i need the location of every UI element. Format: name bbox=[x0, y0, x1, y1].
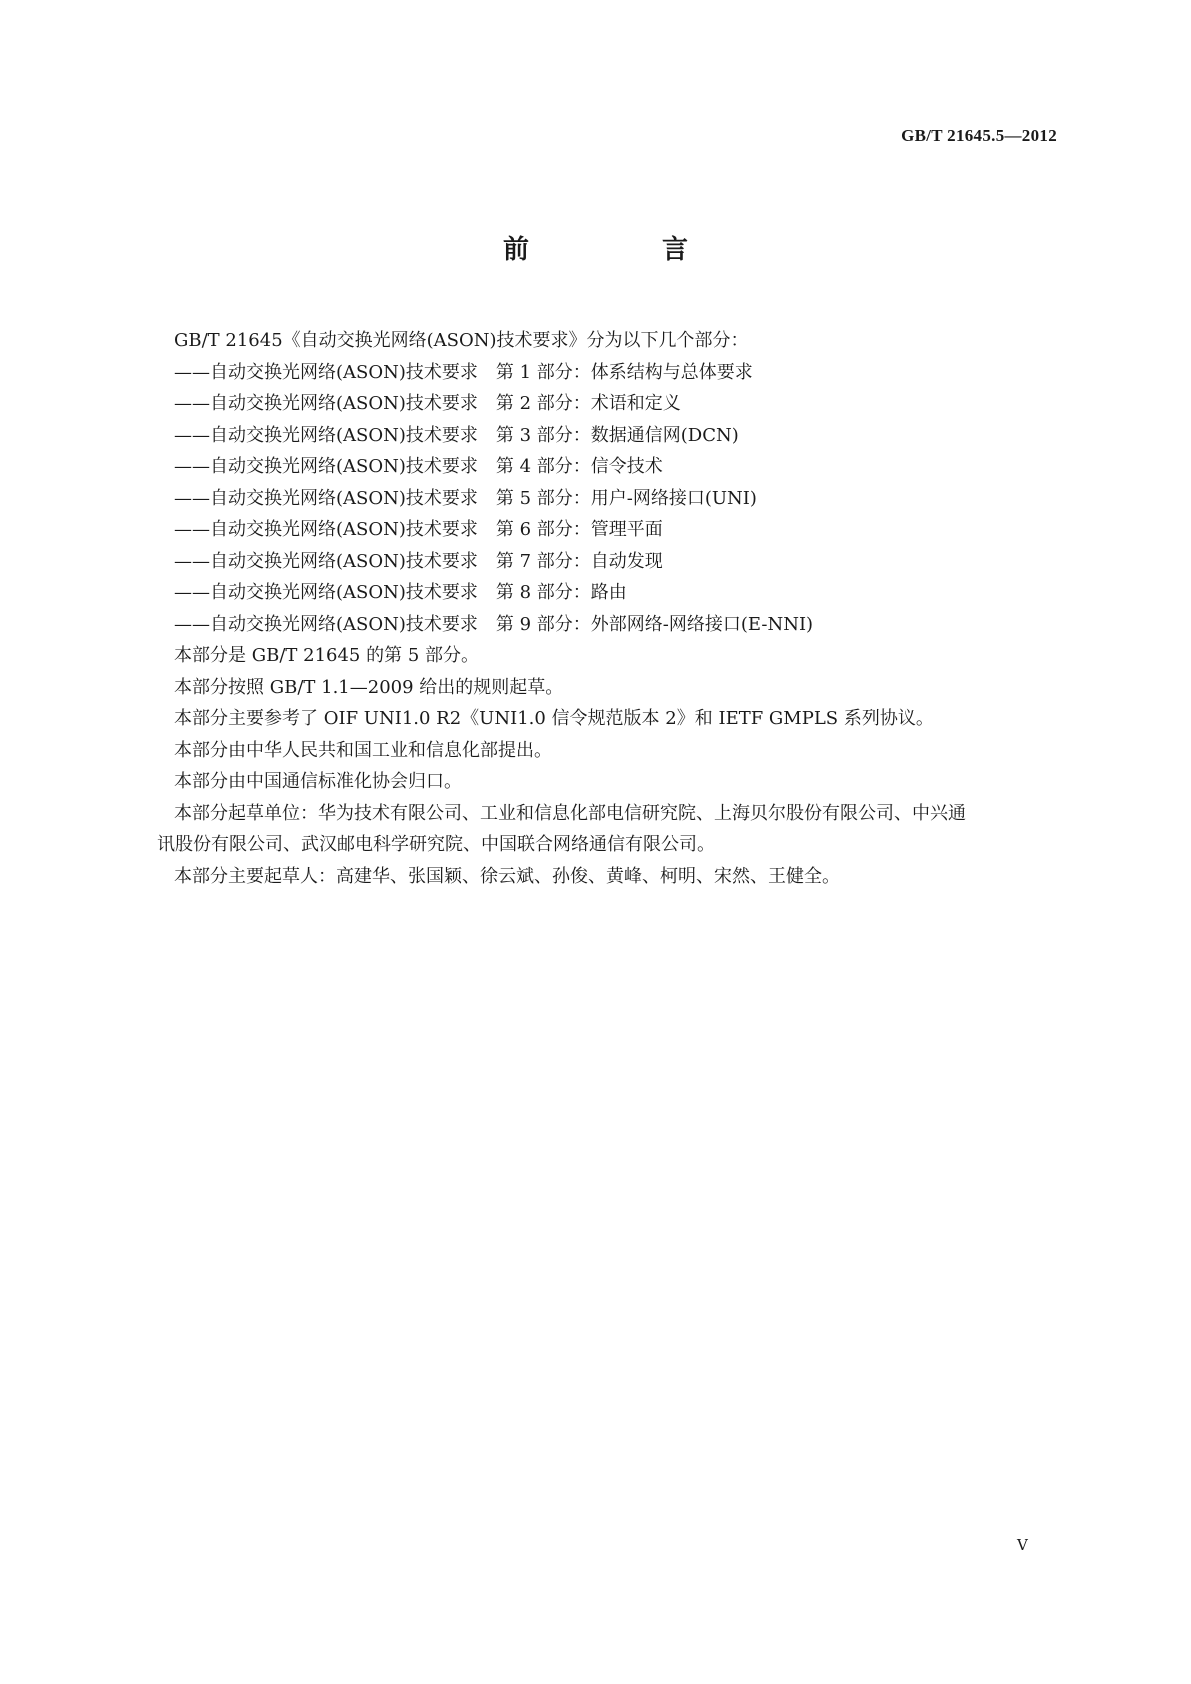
part-prefix: ——自动交换光网络(ASON)技术要求 bbox=[174, 519, 478, 540]
part-prefix: ——自动交换光网络(ASON)技术要求 bbox=[174, 361, 478, 383]
list-item bbox=[174, 420, 1054, 452]
list-item bbox=[174, 577, 1054, 609]
paragraph-drafting-rules: 本部分按照 GB/T 1.1—2009 给出的规则起草。 bbox=[174, 676, 564, 698]
part-title: 第 9 部分：外部网络-网络接口(E-NNI) bbox=[495, 613, 814, 635]
list-item bbox=[174, 609, 1054, 641]
paragraph-administrator: 本部分由中国通信标准化协会归口。 bbox=[174, 771, 462, 792]
paragraph-references: 本部分主要参考了 OIF UNI1.0 R2《UNI1.0 信令规范版本 2》和 IETF GMPLS 系列协议。 bbox=[174, 708, 934, 729]
list-item bbox=[174, 483, 1054, 515]
part-prefix: ——自动交换光网络(ASON)技术要求 bbox=[174, 424, 478, 446]
list-item bbox=[174, 388, 1054, 420]
drafting-units-line-1: 本部分起草单位：华为技术有限公司、工业和信息化部电信研究院、上海贝尔股份有限公司、中兴通 bbox=[174, 802, 966, 824]
intro-paragraph: GB/T 21645《自动交换光网络(ASON)技术要求》分为以下几个部分： bbox=[174, 330, 749, 351]
part-prefix: ——自动交换光网络(ASON)技术要求 bbox=[174, 487, 478, 509]
part-title: 第 5 部分：用户-网络接口(UNI) bbox=[495, 487, 757, 509]
list-item bbox=[174, 514, 1054, 546]
paragraph-part-number: 本部分是 GB/T 21645 的第 5 部分。 bbox=[174, 645, 479, 666]
part-title: 第 3 部分：数据通信网(DCN) bbox=[495, 424, 739, 446]
part-prefix: ——自动交换光网络(ASON)技术要求 bbox=[174, 393, 478, 414]
part-title: 第 4 部分：信令技术 bbox=[495, 456, 663, 477]
page-title: 前 言 bbox=[502, 235, 751, 265]
part-title: 第 6 部分：管理平面 bbox=[495, 519, 663, 540]
part-prefix: ——自动交换光网络(ASON)技术要求 bbox=[174, 582, 478, 603]
page-number: Ⅴ bbox=[1017, 1538, 1028, 1554]
list-item bbox=[174, 451, 1054, 483]
list-item bbox=[174, 546, 1054, 578]
list-item bbox=[174, 357, 1054, 389]
part-prefix: ——自动交换光网络(ASON)技术要求 bbox=[174, 456, 478, 477]
part-title: 第 2 部分：术语和定义 bbox=[495, 393, 681, 414]
part-prefix: ——自动交换光网络(ASON)技术要求 bbox=[174, 550, 478, 572]
standard-code: GB/T 21645.5—2012 bbox=[901, 126, 1057, 145]
foreword-body bbox=[157, 325, 1054, 892]
part-title: 第 8 部分：路由 bbox=[495, 582, 627, 603]
drafting-units-line-2: 讯股份有限公司、武汉邮电科学研究院、中国联合网络通信有限公司。 bbox=[157, 834, 715, 855]
drafters-paragraph: 本部分主要起草人：高建华、张国颖、徐云斌、孙俊、黄峰、柯明、宋然、王健全。 bbox=[174, 865, 840, 887]
part-title: 第 1 部分：体系结构与总体要求 bbox=[495, 361, 753, 383]
paragraph-proposer: 本部分由中华人民共和国工业和信息化部提出。 bbox=[174, 739, 552, 761]
part-title: 第 7 部分：自动发现 bbox=[495, 550, 663, 572]
part-prefix: ——自动交换光网络(ASON)技术要求 bbox=[174, 613, 478, 635]
